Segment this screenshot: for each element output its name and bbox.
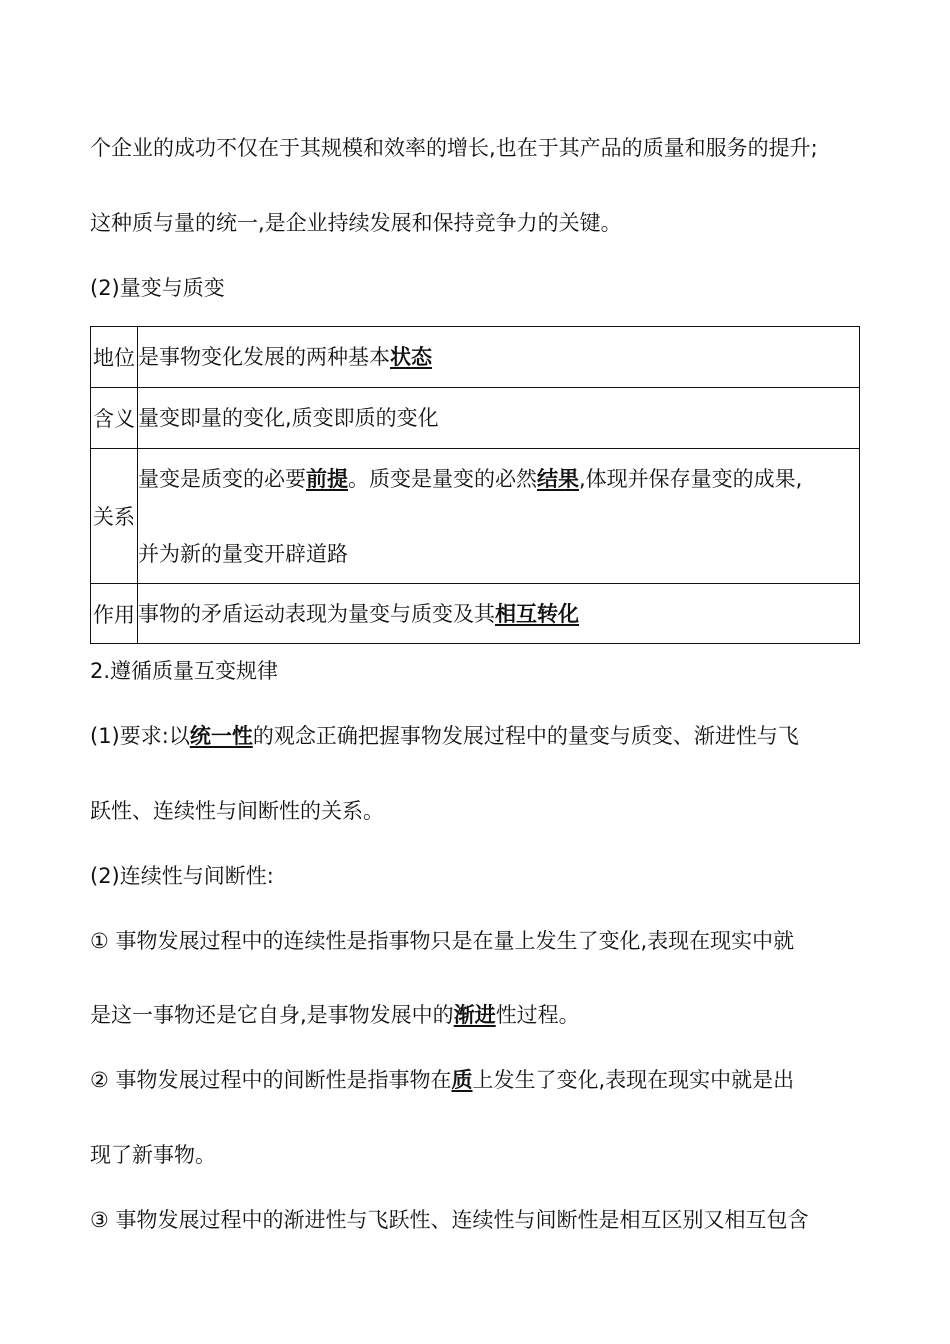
meaning-text: 量变即量的变化,质变即质的变化: [138, 406, 439, 430]
relation-keyword-premise: 前提: [306, 466, 348, 491]
row-label-status: 地位: [91, 327, 138, 388]
row-value-meaning: [138, 388, 860, 449]
relation-text-2: 。质变是量变的必然: [348, 466, 537, 491]
table-row-meaning: [91, 388, 860, 449]
item-2-suffix: 上发生了变化,表现在现实中就是出: [472, 1068, 795, 1092]
row-value-role: [138, 584, 860, 644]
intro-line-1: 个企业的成功不仅在于其规模和效率的增长,也在于其产品的质量和服务的提升;: [90, 136, 818, 160]
requirement-line-2: 跃性、连续性与间断性的关系。: [90, 799, 384, 823]
requirement-keyword: 统一性: [189, 724, 253, 748]
row-value-relation: [138, 449, 860, 584]
table-row-relation: [91, 449, 860, 584]
quantity-quality-table: [90, 326, 860, 644]
requirement-text: 的观念正确把握事物发展过程中的量变与质变、渐进性与飞: [252, 724, 799, 748]
intro-line-2: 这种质与量的统一,是企业持续发展和保持竞争力的关键。: [90, 211, 622, 235]
row-value-status: [138, 327, 860, 388]
section-heading-quantity-quality: (2)量变与质变: [90, 276, 225, 300]
requirement-line-1: [90, 721, 865, 751]
item-3-line-1: ③ 事物发展过程中的渐进性与飞跃性、连续性与间断性是相互区别又相互包含: [90, 1208, 809, 1232]
item-1-keyword: 渐进: [453, 1003, 496, 1027]
row-label-relation: 关系: [91, 449, 138, 584]
relation-text-4: 并为新的量变开辟道路: [138, 541, 348, 566]
role-keyword: 相互转化: [495, 601, 579, 626]
item-2-line-2: 现了新事物。: [90, 1143, 216, 1167]
item-2-keyword: 质: [451, 1068, 473, 1092]
row-label-role: 作用: [91, 584, 138, 644]
item-1-prefix: 是这一事物还是它自身,是事物发展中的: [90, 1003, 454, 1027]
item-2-line-1: [90, 1065, 865, 1095]
relation-text-1: 量变是质变的必要: [138, 466, 306, 491]
follow-law-heading: 2.遵循质量互变规律: [90, 659, 279, 683]
requirement-prefix: (1)要求:以: [90, 724, 190, 748]
status-keyword: 状态: [390, 345, 432, 369]
relation-text-3: ,体现并保存量变的成果,: [579, 466, 803, 491]
status-text: 是事物变化发展的两种基本: [138, 345, 390, 369]
table-row-role: [91, 584, 860, 644]
role-text: 事物的矛盾运动表现为量变与质变及其: [138, 601, 495, 626]
continuity-heading: (2)连续性与间断性:: [90, 864, 274, 888]
item-1-suffix: 性过程。: [495, 1003, 580, 1027]
relation-keyword-result: 结果: [537, 466, 579, 491]
item-1-line-2: [90, 1000, 865, 1030]
table-row-status: [91, 327, 860, 388]
item-2-prefix: ② 事物发展过程中的间断性是指事物在: [90, 1068, 452, 1092]
row-label-meaning: 含义: [91, 388, 138, 449]
item-1-line-1: ① 事物发展过程中的连续性是指事物只是在量上发生了变化,表现在现实中就: [90, 929, 795, 953]
